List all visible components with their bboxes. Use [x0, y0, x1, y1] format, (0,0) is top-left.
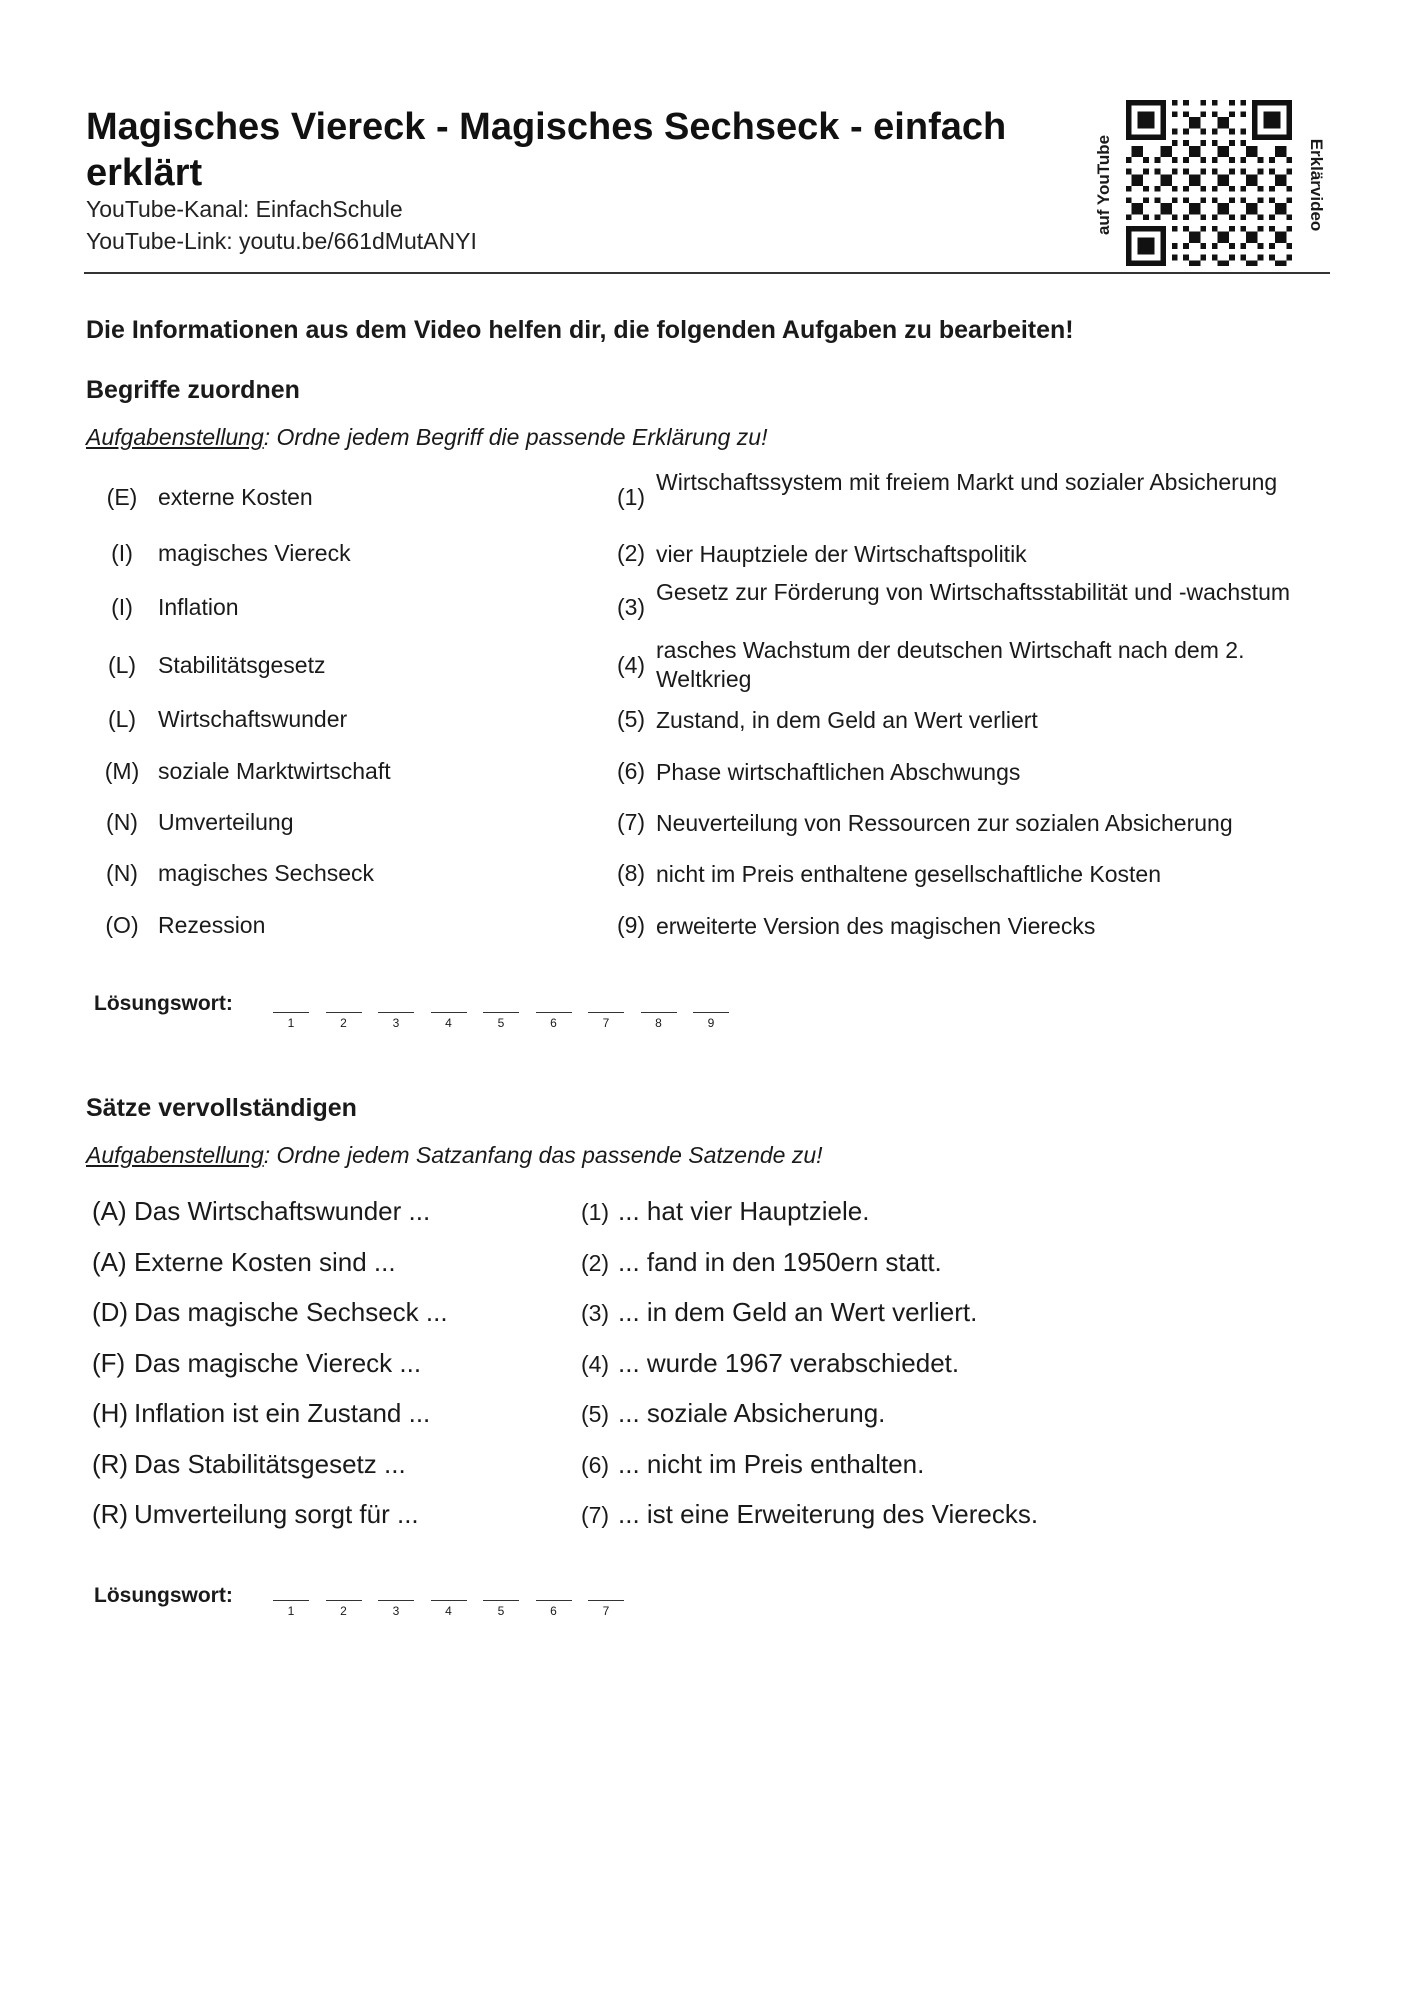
term-letter: (I) — [111, 594, 133, 620]
term-label: Umverteilung — [158, 809, 294, 835]
solution-blank — [273, 1012, 309, 1013]
sentence-end-number: (6) — [580, 1452, 610, 1478]
sentence-start-letter: (R) — [92, 1449, 129, 1479]
sentence-start-text: Das Wirtschaftswunder ... — [134, 1196, 431, 1226]
sentence-end-text: ... wurde 1967 verabschiedet. — [618, 1348, 960, 1378]
sentence-end-text: ... soziale Absicherung. — [618, 1398, 886, 1428]
solution-index: 7 — [602, 1604, 610, 1618]
solution-index: 5 — [497, 1016, 505, 1030]
solution-index: 4 — [445, 1604, 452, 1618]
term-label: externe Kosten — [158, 484, 313, 510]
solution-blank — [326, 1012, 362, 1013]
solution-blank — [326, 1600, 362, 1601]
solution-index: 3 — [392, 1604, 400, 1618]
definition-number: (1) — [616, 484, 646, 510]
term-label: magisches Viereck — [158, 540, 351, 566]
solution-index: 4 — [445, 1016, 452, 1030]
definition-text: Wirtschaftssystem mit freiem Markt und sozialer Absicherung — [656, 469, 1278, 495]
solution-blank — [641, 1012, 677, 1013]
definition-number: (7) — [616, 809, 646, 835]
solution-index: 6 — [550, 1604, 557, 1618]
sentence-start-text: Das magische Viereck ... — [134, 1348, 422, 1378]
term-letter: (M) — [104, 758, 140, 784]
section2-heading: Sätze vervollständigen — [86, 1094, 357, 1122]
sentence-start — [92, 1449, 406, 1480]
section1-task: Aufgabenstellung: Ordne jedem Begriff die passende Erklärung zu! — [86, 424, 768, 450]
solution-blank — [378, 1012, 414, 1013]
sentence-start-letter: (D) — [92, 1297, 129, 1327]
section2-task: Aufgabenstellung: Ordne jedem Satzanfang das passende Satzende zu! — [86, 1142, 823, 1168]
header-divider — [84, 272, 1330, 274]
sentence-start-text: Umverteilung sorgt für ... — [134, 1499, 419, 1529]
solution-blank — [588, 1012, 624, 1013]
solution-index: 5 — [497, 1604, 505, 1618]
definition-number: (3) — [616, 594, 646, 620]
solution-blank — [693, 1012, 729, 1013]
definition-number: (4) — [616, 652, 646, 678]
solution-blank — [378, 1600, 414, 1601]
definition-number: (6) — [616, 758, 646, 784]
definition-text: Neuverteilung von Ressourcen zur sozialen Absicherung — [656, 810, 1233, 836]
term-letter: (E) — [106, 484, 138, 510]
definition-text: rasches Wachstum der deutschen Wirtschaft nach dem 2. Weltkrieg — [656, 637, 1245, 692]
definition-text: vier Hauptziele der Wirtschaftspolitik — [656, 541, 1027, 567]
link-line: YouTube-Link: youtu.be/661dMutANYI — [86, 228, 477, 254]
sentence-start — [92, 1196, 430, 1227]
term-label: soziale Marktwirtschaft — [158, 758, 391, 784]
solution-blank — [536, 1012, 572, 1013]
section1-heading: Begriffe zuordnen — [86, 376, 300, 404]
sentence-start-letter: (H) — [92, 1398, 129, 1428]
intro-text: Die Informationen aus dem Video helfen dir, die folgenden Aufgaben zu bearbeiten! — [86, 316, 1074, 344]
solution-blank — [483, 1012, 519, 1013]
sentence-start — [92, 1499, 419, 1530]
solution-index: 3 — [392, 1016, 400, 1030]
section2-solution-label: Lösungswort: — [94, 1584, 233, 1607]
sentence-end-text: ... fand in den 1950ern statt. — [618, 1247, 942, 1277]
sentence-start-letter: (A) — [92, 1247, 127, 1277]
term-label: Rezession — [158, 912, 266, 938]
section1-solution-label: Lösungswort: — [94, 992, 233, 1015]
sentence-end-number: (2) — [580, 1250, 610, 1276]
sentence-end-text: ... nicht im Preis enthalten. — [618, 1449, 925, 1479]
definition-number: (5) — [616, 706, 646, 732]
term-label: magisches Sechseck — [158, 860, 375, 886]
solution-index: 1 — [287, 1016, 295, 1030]
definition-text: nicht im Preis enthaltene gesellschaftliche Kosten — [656, 861, 1162, 887]
term-letter: (N) — [106, 809, 138, 835]
term-label: Stabilitätsgesetz — [158, 652, 326, 678]
sentence-end-text: ... in dem Geld an Wert verliert. — [618, 1297, 978, 1327]
solution-index: 6 — [550, 1016, 557, 1030]
definition-number: (2) — [616, 540, 646, 566]
term-label: Inflation — [158, 594, 239, 620]
solution-index: 1 — [287, 1604, 295, 1618]
solution-blank — [536, 1600, 572, 1601]
sentence-end-number: (3) — [580, 1300, 610, 1326]
sentence-start — [92, 1297, 448, 1328]
solution-index: 2 — [340, 1016, 347, 1030]
sentence-start-text: Externe Kosten sind ... — [134, 1247, 396, 1277]
solution-blank — [431, 1600, 467, 1601]
definition-text: Phase wirtschaftlichen Abschwungs — [656, 759, 1021, 785]
qr-right-label: Erklärvideo — [1307, 138, 1326, 232]
term-letter: (I) — [111, 540, 133, 566]
solution-blank — [483, 1600, 519, 1601]
page-title: Magisches Viereck - Magisches Sechseck - einfach erklärt — [86, 106, 1007, 194]
term-letter: (N) — [106, 860, 138, 886]
sentence-start-letter: (F) — [92, 1348, 126, 1378]
solution-blank — [588, 1600, 624, 1601]
sentence-start — [92, 1247, 396, 1278]
sentence-start-text: Inflation ist ein Zustand ... — [134, 1398, 431, 1428]
solution-blank — [431, 1012, 467, 1013]
sentence-start-letter: (R) — [92, 1499, 129, 1529]
term-letter: (L) — [107, 706, 137, 732]
sentence-end-text: ... hat vier Hauptziele. — [618, 1196, 870, 1226]
qr-left-label: auf YouTube — [1094, 134, 1113, 236]
qr-code-icon — [1126, 100, 1292, 266]
sentence-end-number: (1) — [580, 1199, 610, 1225]
sentence-end-number: (7) — [580, 1502, 610, 1528]
sentence-start — [92, 1398, 430, 1429]
sentence-start-text: Das magische Sechseck ... — [134, 1297, 448, 1327]
term-label: Wirtschaftswunder — [158, 706, 348, 732]
sentence-start-text: Das Stabilitätsgesetz ... — [134, 1449, 406, 1479]
term-letter: (O) — [105, 912, 139, 938]
sentence-start-letter: (A) — [92, 1196, 127, 1226]
sentence-end-number: (4) — [580, 1351, 610, 1377]
definition-number: (9) — [616, 912, 646, 938]
definition-number: (8) — [616, 860, 646, 886]
term-letter: (L) — [107, 652, 137, 678]
solution-index: 9 — [707, 1016, 715, 1030]
solution-index: 8 — [655, 1016, 662, 1030]
sentence-end-text: ... ist eine Erweiterung des Vierecks. — [618, 1499, 1039, 1529]
solution-index: 2 — [340, 1604, 347, 1618]
sentence-start — [92, 1348, 421, 1379]
definition-text: Zustand, in dem Geld an Wert verliert — [656, 707, 1038, 733]
channel-line: YouTube-Kanal: EinfachSchule — [86, 196, 403, 222]
solution-blank — [273, 1600, 309, 1601]
solution-index: 7 — [602, 1016, 610, 1030]
sentence-end-number: (5) — [580, 1401, 610, 1427]
definition-text: Gesetz zur Förderung von Wirtschaftsstabilität und -wachstum — [656, 579, 1291, 605]
definition-text: erweiterte Version des magischen Vierecks — [656, 913, 1096, 939]
